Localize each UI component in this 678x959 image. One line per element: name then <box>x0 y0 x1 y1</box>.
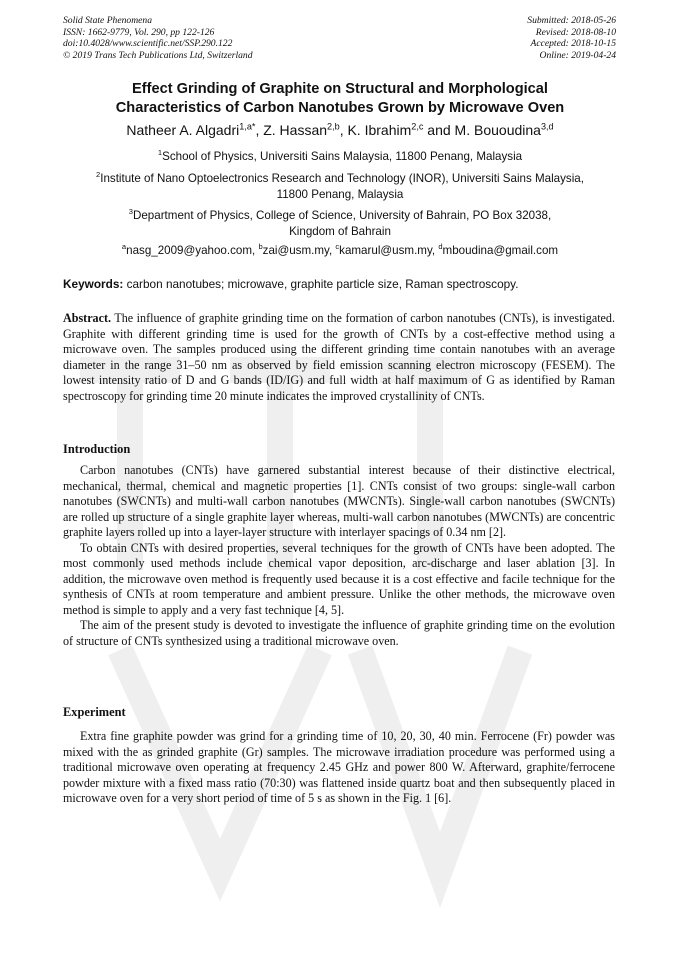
introduction-paragraph-2: To obtain CNTs with desired properties, several techniques for the growth of CNTs have been adopted. The most commonly used methods include chemical vapor deposition, arc-discharge and laser ablation [3]. In addition, the microwave oven method is frequently used because it is a cost effective and facile technique for the synthesis of CNTs at room temperature and ambient pressure. Unlike the other methods, the microwave oven method is simple to apply and a very fast technique [4, 5]. <box>63 540 615 617</box>
abstract <box>63 311 615 404</box>
journal-info <box>63 15 253 61</box>
author-3: , K. Ibrahim <box>339 122 412 138</box>
affiliation-3-sup: 3 <box>128 207 133 217</box>
affiliation-1-sup: 1 <box>157 148 163 158</box>
email-d[interactable]: mboudina@gmail.com <box>442 244 559 257</box>
author-4: and M. Bououdina <box>423 122 541 138</box>
publication-dates <box>527 15 616 61</box>
submitted-date: Submitted: 2018-05-26 <box>527 15 616 26</box>
introduction-body <box>63 463 615 649</box>
keywords-text: carbon nanotubes; microwave, graphite particle size, Raman spectroscopy. <box>123 277 519 291</box>
journal-copyright: © 2019 Trans Tech Publications Ltd, Switzerland <box>63 49 253 61</box>
journal-doi: doi:10.4028/www.scientific.net/SSP.290.122 <box>63 38 233 50</box>
accepted-date: Accepted: 2018-10-15 <box>530 38 616 50</box>
experiment-paragraph-1: Extra fine graphite powder was grind for a grinding time of 10, 20, 30, 40 min. Ferrocene (Fr) powder was mixed with the as grinded graphite (Gr) samples. The microwave irradiation procedure was performed using a traditional microwave oven operating at frequency 2.45 GHz and power 800 W. Afterward, graphite/ferrocene powder mixture with a fixed mass ratio (70:30) was flattened inside quartz boat and then subsequently placed in microwave oven for a very short period of time of 5 s as shown in the Fig. 1 [6]. <box>63 729 615 805</box>
email-a-sup: a <box>121 242 127 252</box>
affiliation-1 <box>60 149 620 165</box>
keywords-label: Keywords: <box>63 277 124 291</box>
abstract-text: The influence of graphite grinding time on the formation of carbon nanotubes (CNTs), is investigated. Graphite with different grinding time is used for the growth of CNTs by a cost-effective method using a microwave oven. The samples produced using the different grinding time contain nanotubes with an average diameter in the range 31–50 nm as observed by field emission scanning electron microscopy (FESEM). The lowest intensity ratio of D and G bands (ID/IG) and full width at half maximum of G as identified by Raman spectroscopy for grinding time 20 minute indicates the improved crystallinity of CNTs. <box>63 311 615 403</box>
paper-title <box>60 80 620 117</box>
title-line-2: Characteristics of Carbon Nanotubes Grown by Microwave Oven <box>115 99 565 116</box>
author-1: Natheer A. Algadri <box>126 122 240 138</box>
author-2-sup: 2,b <box>327 121 340 132</box>
introduction-paragraph-3: The aim of the present study is devoted to investigate the influence of graphite grinding time on the evolution of structure of CNTs synthesized using a traditional microwave oven. <box>63 618 615 648</box>
email-c-sup: c <box>335 242 340 252</box>
experiment-heading: Experiment <box>63 705 126 719</box>
introduction-paragraph-1: Carbon nanotubes (CNTs) have garnered substantial interest because of their distinctive electrical, mechanical, thermal, chemical and magnetic properties [1]. CNTs consist of two groups: single-wall carbon nanotubes (SWCNTs) and multi-wall carbon nanotubes (MWCNTs). Single-wall carbon nanotubes (SWCNTs) are rolled up structure of a single graphite layer whereas, multi-wall carbon nanotubes (MWCNTs) are concentric graphite layers rolled up into a layer-layer structure with interlayer spacings of 0.34 nm [2]. <box>63 463 615 539</box>
abstract-label: Abstract. <box>63 311 112 325</box>
affiliation-2-sup: 2 <box>96 170 101 180</box>
title-line-1: Effect Grinding of Graphite on Structural and Morphological <box>132 81 548 97</box>
author-1-sup: 1,a* <box>239 121 256 132</box>
affiliation-2 <box>60 171 620 202</box>
revised-date: Revised: 2018-08-10 <box>535 26 616 38</box>
experiment-body <box>63 729 615 807</box>
email-b-sup: b <box>258 242 263 252</box>
affiliation-3-line-1: Department of Physics, College of Science, University of Bahrain, PO Box 32038, <box>132 209 552 222</box>
author-emails <box>60 243 620 259</box>
author-list <box>50 121 630 139</box>
keywords <box>63 277 618 291</box>
affiliation-2-line-1: Institute of Nano Optoelectronics Research and Technology (INOR), Universiti Sains Malaysia, <box>100 172 584 185</box>
affiliation-3 <box>60 208 620 239</box>
journal-issn: ISSN: 1662-9779, Vol. 290, pp 122-126 <box>63 26 215 38</box>
author-2: , Z. Hassan <box>255 122 328 138</box>
author-4-sup: 3,d <box>540 121 554 132</box>
affiliation-2-line-2: 11800 Penang, Malaysia <box>276 187 404 201</box>
affiliation-3-line-2: Kingdom of Bahrain <box>289 224 391 238</box>
email-b[interactable]: zai@usm.my, <box>262 244 336 257</box>
introduction-heading: Introduction <box>63 442 131 456</box>
email-c[interactable]: kamarul@usm.my, <box>339 244 439 257</box>
journal-name: Solid State Phenomena <box>63 15 152 26</box>
author-3-sup: 2,c <box>411 121 424 132</box>
email-d-sup: d <box>438 242 443 252</box>
online-date: Online: 2019-04-24 <box>539 49 616 61</box>
email-a[interactable]: nasg_2009@yahoo.com, <box>126 244 259 257</box>
affiliation-1-text: School of Physics, Universiti Sains Malaysia, 11800 Penang, Malaysia <box>162 150 523 163</box>
